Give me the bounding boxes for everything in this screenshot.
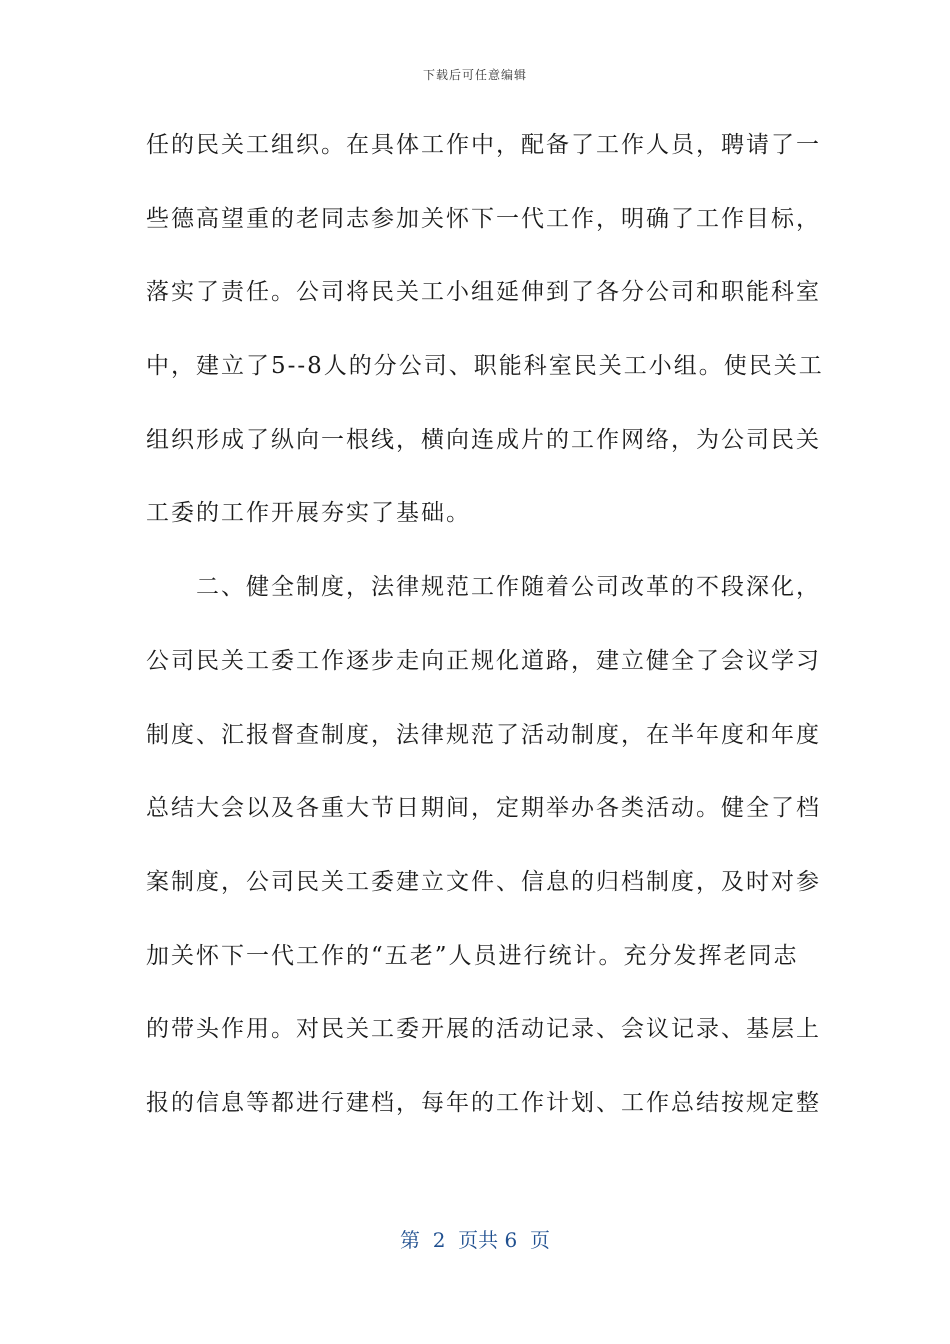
page-number: 第 2 页共 6 页 xyxy=(400,1228,550,1252)
text-line: 制度、汇报督查制度，法律规范了活动制度，在半年度和年度 xyxy=(146,721,821,748)
document-body xyxy=(146,120,824,1152)
text-line: 加关怀下一代工作的“五老”人员进行统计。充分发挥老同志 xyxy=(146,942,799,969)
text-line: 公司民关工委工作逐步走向正规化道路，建立健全了会议学习 xyxy=(146,647,821,674)
text-line: 的带头作用。对民关工委开展的活动记录、会议记录、基层上 xyxy=(146,1016,821,1043)
text-line: 报的信息等都进行建档，每年的工作计划、工作总结按规定整 xyxy=(146,1089,821,1116)
text-line: 工委的工作开展夯实了基础。 xyxy=(146,500,471,527)
text-line: 二、健全制度，法律规范工作随着公司改革的不段深化， xyxy=(146,574,821,601)
text-line: 中，建立了5--8人的分公司、职能科室民关工小组。使民关工 xyxy=(146,353,824,380)
header-note: 下载后可任意编辑 xyxy=(422,68,527,82)
text-line: 组织形成了纵向一根线，横向连成片的工作网络，为公司民关 xyxy=(146,426,821,453)
text-line: 总结大会以及各重大节日期间，定期举办各类活动。健全了档 xyxy=(146,795,821,822)
text-line: 些德高望重的老同志参加关怀下一代工作，明确了工作目标， xyxy=(146,205,821,232)
text-line: 任的民关工组织。在具体工作中，配备了工作人员，聘请了一 xyxy=(146,132,821,158)
text-line: 案制度，公司民关工委建立文件、信息的归档制度，及时对参 xyxy=(146,868,821,895)
text-line: 落实了责任。公司将民关工小组延伸到了各分公司和职能科室 xyxy=(146,279,821,306)
